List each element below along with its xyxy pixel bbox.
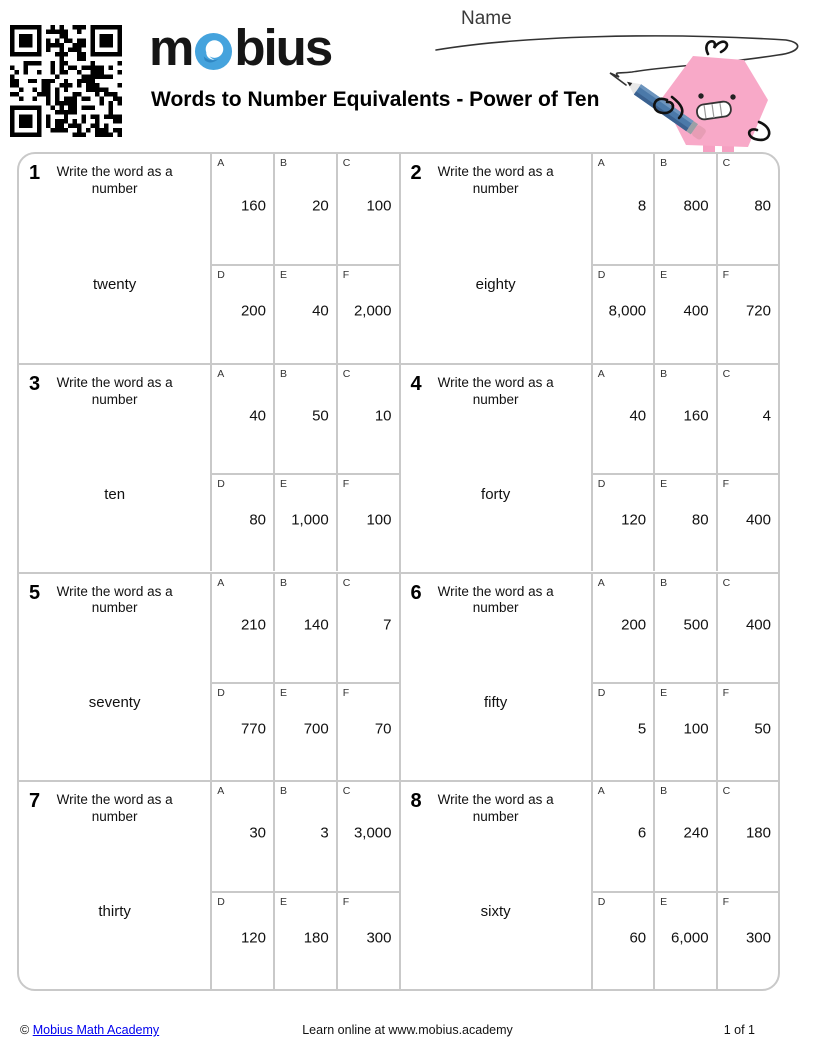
- option-value: 100: [366, 511, 392, 529]
- answer-grid: [210, 154, 398, 363]
- answer-option[interactable]: [210, 473, 273, 571]
- answer-option[interactable]: [591, 264, 653, 363]
- option-value: 120: [621, 511, 647, 529]
- option-value: 200: [240, 302, 266, 320]
- answer-option[interactable]: [653, 264, 715, 363]
- answer-option[interactable]: [210, 264, 273, 363]
- option-value: 2,000: [353, 302, 392, 320]
- question-word: fifty: [483, 694, 508, 712]
- option-value: 40: [312, 302, 329, 320]
- question-prompt: Write the word as a number: [437, 374, 554, 407]
- answer-option[interactable]: [716, 365, 778, 474]
- answer-option[interactable]: [273, 473, 336, 571]
- option-value: 60: [629, 929, 647, 947]
- question-cell: [399, 780, 779, 989]
- option-value: 8,000: [608, 302, 647, 320]
- option-value: 30: [249, 824, 266, 842]
- question-word: sixty: [480, 903, 511, 921]
- option-letter: E: [660, 478, 668, 491]
- answer-grid: [210, 782, 398, 989]
- question-prompt: Write the word as a number: [437, 583, 554, 616]
- answer-option[interactable]: [273, 782, 336, 891]
- option-value: 70: [374, 720, 392, 738]
- answer-option[interactable]: [653, 473, 715, 571]
- answer-option[interactable]: [336, 682, 399, 780]
- question-cell: [399, 572, 779, 781]
- option-value: 700: [303, 720, 329, 738]
- option-letter: A: [217, 367, 225, 380]
- option-letter: A: [217, 576, 225, 589]
- answer-option[interactable]: [653, 154, 715, 264]
- option-letter: E: [660, 268, 668, 281]
- question-text-zone: [19, 154, 210, 363]
- question-prompt: Write the word as a number: [437, 792, 554, 825]
- answer-option[interactable]: [591, 682, 653, 780]
- answer-option[interactable]: [591, 154, 653, 264]
- option-value: 20: [312, 197, 329, 214]
- question-word: ten: [104, 485, 126, 503]
- copyright-symbol: ©: [20, 1023, 30, 1037]
- option-value: 5: [637, 720, 647, 738]
- question-word: forty: [481, 485, 511, 503]
- option-letter: D: [597, 478, 606, 491]
- question-cell: [19, 363, 399, 572]
- option-letter: E: [660, 687, 668, 700]
- option-letter: A: [597, 367, 605, 380]
- option-letter: C: [342, 157, 351, 169]
- answer-option[interactable]: [210, 154, 273, 264]
- option-value: 100: [366, 197, 392, 214]
- answer-option[interactable]: [273, 264, 336, 363]
- option-value: 720: [745, 302, 771, 320]
- question-text-zone: [19, 782, 210, 989]
- option-value: 800: [683, 197, 709, 214]
- answer-option[interactable]: [716, 574, 778, 683]
- option-letter: E: [280, 478, 288, 491]
- question-cell: [19, 572, 399, 781]
- option-value: 120: [240, 929, 266, 947]
- answer-option[interactable]: [591, 365, 653, 474]
- answer-option[interactable]: [336, 574, 399, 683]
- question-prompt: Write the word as a number: [437, 164, 554, 196]
- answer-option[interactable]: [336, 782, 399, 891]
- option-value: 7: [383, 616, 392, 633]
- question-prompt: Write the word as a number: [56, 583, 173, 616]
- answer-option[interactable]: [336, 473, 399, 571]
- option-value: 50: [754, 720, 771, 738]
- answer-option[interactable]: [273, 891, 336, 989]
- question-prompt: Write the word as a number: [56, 792, 173, 825]
- answer-grid: [591, 574, 778, 781]
- option-value: 3,000: [353, 824, 392, 842]
- question-cell: [399, 363, 779, 572]
- answer-option[interactable]: [273, 154, 336, 264]
- option-value: 200: [621, 616, 647, 633]
- question-cell: [19, 780, 399, 989]
- answer-option[interactable]: [653, 782, 715, 891]
- question-cell: [399, 154, 779, 363]
- option-letter: F: [342, 687, 350, 700]
- option-letter: C: [722, 367, 731, 380]
- option-value: 300: [366, 929, 392, 947]
- option-letter: E: [280, 268, 288, 281]
- answer-option[interactable]: [591, 574, 653, 683]
- question-text-zone: [401, 154, 591, 363]
- option-letter: E: [280, 895, 288, 908]
- option-letter: C: [722, 576, 731, 589]
- page-title: Words to Number Equivalents - Power of Ten: [151, 88, 600, 111]
- option-letter: B: [660, 785, 668, 798]
- mobius-logo: [149, 19, 332, 76]
- option-value: 240: [683, 824, 709, 842]
- answer-option[interactable]: [716, 891, 778, 989]
- answer-option[interactable]: [716, 264, 778, 363]
- option-letter: A: [597, 157, 605, 169]
- option-value: 160: [240, 197, 266, 214]
- name-label: Name: [461, 8, 512, 29]
- answer-option[interactable]: [653, 891, 715, 989]
- answer-option[interactable]: [591, 473, 653, 571]
- question-number: 5: [29, 581, 41, 604]
- question-number: 3: [29, 372, 41, 395]
- option-value: 50: [312, 407, 329, 425]
- option-value: 300: [745, 929, 771, 947]
- option-letter: B: [660, 576, 668, 589]
- option-letter: F: [722, 478, 729, 491]
- answer-option[interactable]: [336, 264, 399, 363]
- option-letter: D: [217, 268, 225, 281]
- question-number: 2: [410, 162, 422, 184]
- option-letter: F: [722, 268, 729, 281]
- answer-option[interactable]: [210, 782, 273, 891]
- option-value: 770: [240, 720, 266, 738]
- question-number: 8: [410, 790, 422, 813]
- answer-option[interactable]: [336, 891, 399, 989]
- answer-option[interactable]: [210, 682, 273, 780]
- answer-option[interactable]: [653, 574, 715, 683]
- question-text-zone: [19, 365, 210, 572]
- page-number: 1 of 1: [723, 1023, 755, 1037]
- option-value: 400: [745, 616, 771, 633]
- copyright: [20, 1023, 159, 1037]
- option-letter: A: [217, 157, 225, 169]
- option-value: 180: [745, 824, 771, 842]
- answer-option[interactable]: [273, 682, 336, 780]
- option-letter: B: [280, 785, 288, 798]
- questions-grid: [17, 152, 780, 991]
- option-value: 80: [249, 511, 266, 529]
- option-letter: B: [280, 576, 288, 589]
- option-letter: D: [597, 687, 606, 700]
- answer-option[interactable]: [591, 782, 653, 891]
- question-cell: [19, 154, 399, 363]
- answer-option[interactable]: [716, 682, 778, 780]
- option-value: 6,000: [671, 929, 709, 947]
- question-number: 7: [29, 790, 41, 813]
- qr-code-image: [10, 25, 122, 137]
- option-value: 100: [683, 720, 709, 738]
- answer-option[interactable]: [591, 891, 653, 989]
- option-letter: F: [342, 895, 350, 908]
- option-letter: B: [660, 367, 668, 380]
- answer-grid: [210, 574, 398, 781]
- question-text-zone: [401, 574, 591, 781]
- answer-option[interactable]: [716, 782, 778, 891]
- option-letter: B: [280, 367, 288, 380]
- option-value: 400: [683, 302, 709, 320]
- option-letter: B: [660, 157, 668, 169]
- option-value: 210: [240, 616, 266, 633]
- question-text-zone: [401, 365, 591, 572]
- option-value: 40: [249, 407, 266, 425]
- answer-grid: [210, 365, 398, 572]
- option-value: 140: [303, 616, 329, 633]
- option-letter: C: [722, 157, 731, 169]
- answer-option[interactable]: [336, 154, 399, 264]
- logo-text-bius: bius: [234, 19, 332, 76]
- answer-option[interactable]: [273, 365, 336, 474]
- option-letter: C: [342, 785, 351, 798]
- option-letter: D: [217, 895, 225, 908]
- question-word: thirty: [98, 903, 131, 921]
- option-letter: D: [217, 478, 225, 491]
- question-word: twenty: [92, 276, 137, 294]
- answer-option[interactable]: [273, 574, 336, 683]
- page-footer: [0, 1023, 815, 1041]
- publisher-link[interactable]: Mobius Math Academy: [32, 1023, 160, 1037]
- option-letter: F: [342, 478, 350, 491]
- question-number: 1: [29, 162, 41, 184]
- option-letter: F: [722, 895, 729, 908]
- option-value: 80: [691, 511, 709, 529]
- option-value: 3: [320, 824, 329, 842]
- option-value: 1,000: [291, 511, 329, 529]
- answer-option[interactable]: [210, 574, 273, 683]
- option-letter: D: [597, 895, 606, 908]
- question-prompt: Write the word as a number: [56, 164, 173, 196]
- question-word: eighty: [475, 276, 516, 294]
- option-value: 10: [374, 407, 392, 425]
- option-value: 80: [754, 197, 771, 214]
- answer-option[interactable]: [716, 154, 778, 264]
- question-prompt: Write the word as a number: [56, 374, 173, 407]
- question-number: 4: [410, 372, 422, 395]
- option-letter: F: [722, 687, 729, 700]
- answer-option[interactable]: [653, 365, 715, 474]
- logo-text-m: m: [149, 19, 193, 76]
- option-letter: C: [722, 785, 731, 798]
- option-letter: D: [597, 268, 606, 281]
- option-letter: A: [597, 576, 605, 589]
- option-letter: A: [217, 785, 225, 798]
- option-value: 500: [683, 616, 709, 633]
- logo-swirl-icon: [194, 32, 233, 71]
- option-value: 4: [762, 407, 771, 425]
- option-value: 400: [745, 511, 771, 529]
- question-number: 6: [410, 581, 422, 604]
- answer-option[interactable]: [210, 891, 273, 989]
- answer-grid: [591, 365, 778, 572]
- option-letter: C: [342, 367, 351, 380]
- answer-grid: [591, 154, 778, 363]
- option-value: 160: [683, 407, 709, 425]
- answer-option[interactable]: [336, 365, 399, 474]
- answer-option[interactable]: [716, 473, 778, 571]
- answer-option[interactable]: [210, 365, 273, 474]
- option-value: 8: [637, 197, 647, 214]
- question-text-zone: [19, 574, 210, 781]
- option-letter: E: [660, 895, 668, 908]
- option-value: 6: [637, 824, 647, 842]
- option-letter: B: [280, 157, 288, 169]
- option-value: 180: [303, 929, 329, 947]
- option-letter: F: [342, 268, 350, 281]
- option-value: 40: [629, 407, 647, 425]
- answer-grid: [591, 782, 778, 989]
- option-letter: E: [280, 687, 288, 700]
- question-word: seventy: [88, 694, 141, 712]
- option-letter: C: [342, 576, 351, 589]
- question-text-zone: [401, 782, 591, 989]
- answer-option[interactable]: [653, 682, 715, 780]
- option-letter: D: [217, 687, 225, 700]
- footer-learn-online: Learn online at www.mobius.academy: [302, 1023, 513, 1037]
- option-letter: A: [597, 785, 605, 798]
